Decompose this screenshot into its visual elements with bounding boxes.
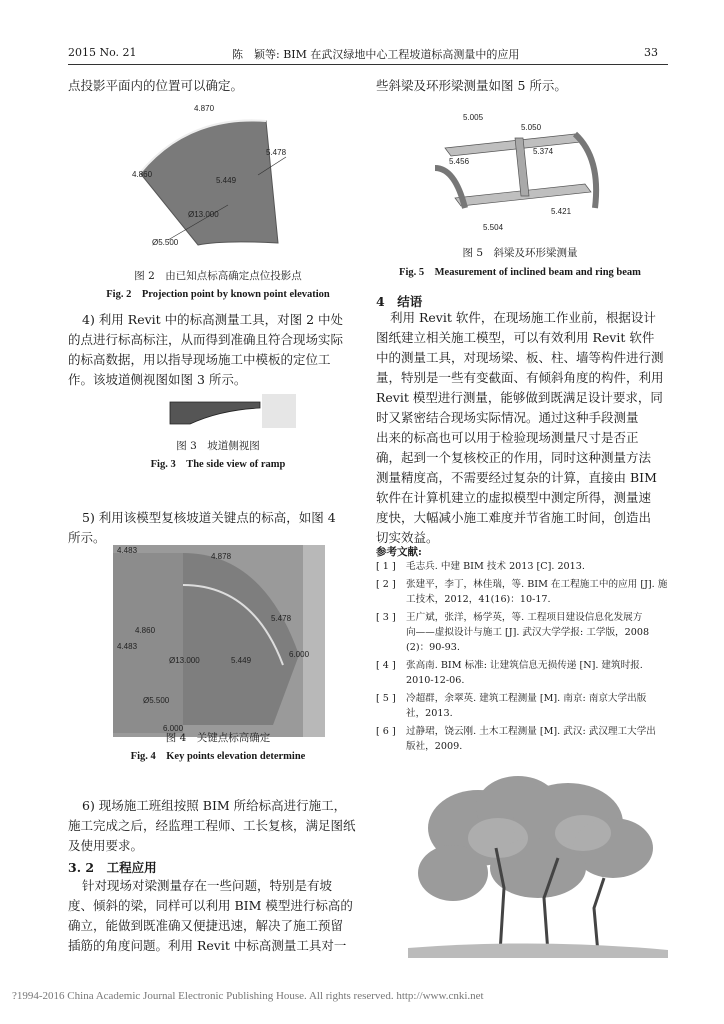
fig2-caption-en: Fig. 2 Projection point by known point elevation bbox=[106, 289, 330, 300]
fig5-label: 5.005 bbox=[463, 113, 484, 122]
fig4-label: 5.478 bbox=[271, 614, 292, 623]
fig2-label: 4.870 bbox=[194, 104, 215, 113]
left-para-4-line: 确立，能做到既准确又便捷迅速，解决了施工预留 bbox=[68, 918, 344, 933]
left-para-4-line: 针对现场对梁测量存在一些问题，特别是有坡 bbox=[82, 878, 333, 893]
fig5-label: 5.050 bbox=[521, 123, 542, 132]
page-number: 33 bbox=[644, 46, 658, 59]
right-para-1-line: 中的测量工具，对现场梁、板、柱、墙等构件进行测 bbox=[376, 350, 664, 365]
references-title: 参考文献: bbox=[376, 546, 422, 558]
reference-item bbox=[376, 559, 585, 575]
reference-number: [ 1 ] bbox=[376, 561, 396, 572]
fig4-label: Ø5.500 bbox=[143, 696, 170, 705]
fig5-label: 5.374 bbox=[533, 147, 554, 156]
reference-text: 张建平，李丁，林佳瑞，等. BIM 在工程施工中的应用 [J]. 施 bbox=[406, 579, 668, 590]
journal-issue: 2015 No. 21 bbox=[68, 46, 137, 59]
reference-text-cont: (2)：90-93. bbox=[406, 642, 460, 653]
fig2-label: 5.478 bbox=[266, 148, 287, 157]
right-para-1-line: 量，特别是一些有变截面、有倾斜角度的构件，利用 bbox=[376, 370, 664, 385]
right-para-1-line: 出来的标高也可以用于检验现场测量尺寸是否正 bbox=[376, 430, 639, 445]
right-para-1-line: 切实效益。 bbox=[376, 530, 439, 545]
left-para-3-line: 及使用要求。 bbox=[68, 838, 144, 853]
left-para-2-line: 所示。 bbox=[68, 530, 106, 545]
fig4-caption-zh: 图 4 关键点标高确定 bbox=[165, 732, 271, 744]
right-para-0: 些斜梁及环形梁测量如图 5 所示。 bbox=[376, 78, 567, 93]
fig2-label: 5.449 bbox=[216, 176, 237, 185]
fig2-caption-zh: 图 2 由已知点标高确定点位投影点 bbox=[134, 270, 302, 282]
fig4-label: 4.860 bbox=[135, 626, 156, 635]
right-para-1-line: 度快，大幅减小施工难度并节省施工时间，创造出 bbox=[376, 510, 652, 525]
fig4-label: 4.878 bbox=[211, 552, 232, 561]
fig5-caption-zh: 图 5 斜梁及环形梁测量 bbox=[462, 247, 578, 259]
reference-number: [ 4 ] bbox=[376, 660, 396, 671]
fig4-label: Ø13.000 bbox=[169, 656, 200, 665]
reference-number: [ 5 ] bbox=[376, 693, 396, 704]
left-para-1-line: 的点进行标高标注，从而得到准确且符合现场实际 bbox=[68, 332, 344, 347]
fig2-label: Ø5.500 bbox=[152, 238, 179, 247]
fig3-caption-zh: 图 3 坡道侧视图 bbox=[176, 440, 260, 452]
right-para-1-line: 时又紧密结合现场实际情况。通过这种手段测量 bbox=[376, 410, 639, 425]
reference-item bbox=[376, 577, 667, 593]
right-para-1-line: Revit 模型进行测量，能够做到既满足设计要求，同 bbox=[376, 390, 663, 405]
fig4-label: 5.449 bbox=[231, 656, 252, 665]
reference-text: 冷超群，余翠英. 建筑工程测量 [M]. 南京: 南京大学出版 bbox=[406, 693, 647, 704]
figure-4-image bbox=[113, 545, 325, 737]
reference-text: 毛志兵. 中建 BIM 技术 2013 [C]. 2013. bbox=[406, 561, 585, 572]
fig4-label: 6.000 bbox=[289, 650, 310, 659]
reference-number: [ 6 ] bbox=[376, 726, 396, 737]
reference-number: [ 2 ] bbox=[376, 579, 396, 590]
reference-item bbox=[376, 610, 642, 626]
right-para-1-line: 测量精度高，不需要经过复杂的计算，直接由 BIM bbox=[376, 470, 657, 485]
fig4-label: 4.483 bbox=[117, 546, 138, 555]
reference-item bbox=[376, 724, 656, 740]
right-para-1-line: 图纸建立相关施工模型，可以有效利用 Revit 软件 bbox=[376, 330, 655, 345]
reference-text-cont: 工技术，2012，41(16)：10-17. bbox=[406, 594, 551, 605]
reference-text-cont: 2010-12-06. bbox=[406, 675, 465, 686]
fig5-label: 5.421 bbox=[551, 207, 572, 216]
right-para-1-line: 确，起到一个复核校正的作用，同时这种测量方法 bbox=[376, 450, 652, 465]
fig5-label: 5.504 bbox=[483, 223, 504, 232]
reference-text: 王广斌，张洋，杨学英，等. 工程项目建设信息化发展方 bbox=[406, 612, 643, 623]
fig4-label: 4.483 bbox=[117, 642, 138, 651]
left-para-0: 点投影平面内的位置可以确定。 bbox=[68, 78, 244, 93]
left-para-4-line: 度、倾斜的梁，同样可以利用 BIM 模型进行标高的 bbox=[68, 898, 353, 913]
reference-text-cont: 版社，2009. bbox=[406, 741, 463, 752]
left-para-4-line: 插筋的角度问题。利用 Revit 中标高测量工具对一 bbox=[68, 938, 347, 953]
tree-illustration bbox=[408, 768, 668, 958]
fig4-caption-en: Fig. 4 Key points elevation determine bbox=[130, 751, 306, 762]
left-para-3-line: 6) 现场施工班组按照 BIM 所给标高进行施工， bbox=[82, 798, 347, 813]
reference-item bbox=[376, 691, 646, 707]
section-heading-3-2: 3. 2 工程应用 bbox=[68, 860, 157, 875]
left-para-1-line: 作。该坡道侧视图如图 3 所示。 bbox=[68, 372, 247, 387]
reference-number: [ 3 ] bbox=[376, 612, 396, 623]
right-para-1-line: 利用 Revit 软件，在现场施工作业前，根据设计 bbox=[390, 310, 656, 325]
left-para-1-line: 的标高数据，用以指导现场施工中模板的定位工 bbox=[68, 352, 331, 367]
reference-item bbox=[376, 658, 643, 674]
reference-text: 过静珺，饶云刚. 土木工程测量 [M]. 武汉: 武汉理工大学出 bbox=[406, 726, 656, 737]
header-rule bbox=[68, 64, 668, 65]
fig2-label: 4.860 bbox=[132, 170, 153, 179]
left-para-2-line: 5) 利用该模型复核坡道关键点的标高，如图 4 bbox=[82, 510, 336, 525]
running-title: 陈 颖等: BIM 在武汉绿地中心工程坡道标高测量中的应用 bbox=[232, 48, 520, 61]
figure-5-image bbox=[425, 108, 615, 233]
left-para-1-line: 4) 利用 Revit 中的标高测量工具，对图 2 中处 bbox=[82, 312, 344, 327]
figure-3-image bbox=[140, 392, 300, 432]
left-para-3-line: 施工完成之后，经监理工程师、工长复核，满足图纸 bbox=[68, 818, 356, 833]
right-para-1-line: 软件在计算机建立的虚拟模型中测定所得，测量速 bbox=[376, 490, 652, 505]
fig5-caption-en: Fig. 5 Measurement of inclined beam and ring beam bbox=[399, 267, 641, 278]
figure-2-image bbox=[128, 95, 308, 255]
fig2-label: Ø13.000 bbox=[188, 210, 219, 219]
fig3-caption-en: Fig. 3 The side view of ramp bbox=[150, 459, 286, 470]
fig4-label: 6.000 bbox=[163, 724, 184, 733]
reference-text: 张高南. BIM 标准: 让建筑信息无损传递 [N]. 建筑时报. bbox=[406, 660, 643, 671]
copyright-footer: ?1994-2016 China Academic Journal Electronic Publishing House. All rights reserved. http://www.cnki.net bbox=[12, 990, 484, 1002]
section-heading-4: 4 结语 bbox=[376, 294, 423, 309]
reference-text-cont: 向——虚拟设计与施工 [J]. 武汉大学学报: 工学版，2008 bbox=[406, 627, 650, 638]
fig5-label: 5.456 bbox=[449, 157, 470, 166]
reference-text-cont: 社，2013. bbox=[406, 708, 453, 719]
